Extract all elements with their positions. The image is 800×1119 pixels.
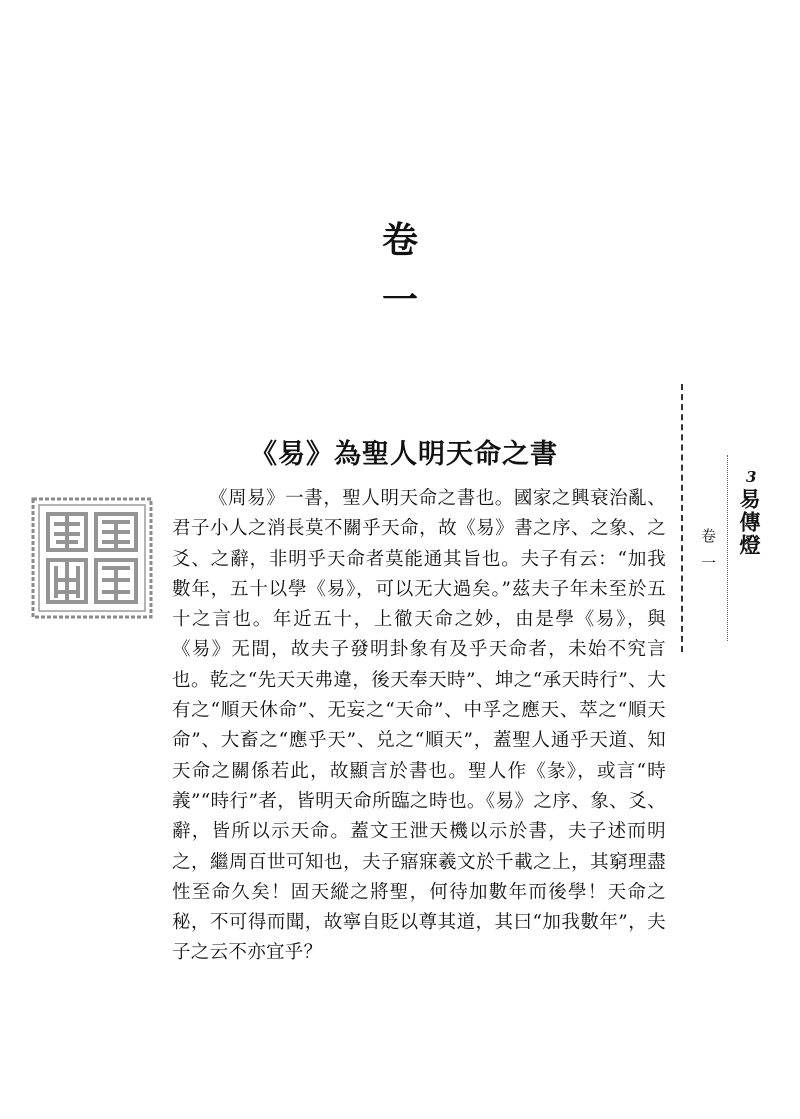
volume-title-char-1: 卷 — [381, 219, 418, 261]
library-seal-stamp — [30, 496, 154, 620]
body-paragraph: 《周易》一書，聖人明天命之書也。國家之興衰治亂、君子小人之消長莫不關乎天命，故《易》書之序、之象、之爻、之辭，非明乎天命者莫能通其旨也。夫子有云：“加我數年，五十以學《易》，可以无大過矣。”茲夫子年未至於五十之言也。年近五十，上徹天命之妙，由是學《易》，與《易》无間，故夫子發明卦象有及乎天命者，未始不究言也。乾之“先天天弗違，後天奉天時”、坤之“承天時行”、大有之“順天休命”、无妄之“天命”、中孚之應天、萃之“順天命”、大畜之“應乎天”、兑之“順天”，蓋聖人通乎天道、知天命之關係若此，故顯言於書也。聖人作《彖》，或言“時義”“時行”者，皆明天命所臨之時也。《易》之序、象、爻、辭，皆所以示天命。蓋文王泄天機以示於書，夫子述而明之，繼周百世可知也，夫子寤寐羲文於千載之上，其窮理盡性至命久矣！固天縱之將聖，何待加數年而後學！天命之秘，不可得而聞，故寧自貶以尊其道，其曰“加我數年”，夫子之云不亦宜乎？ — [172, 488, 666, 964]
margin-rule — [681, 384, 683, 652]
page-number: 3 — [746, 468, 757, 486]
volume-title-char-2: 一 — [381, 279, 418, 321]
seal-graphic — [30, 496, 154, 620]
running-volume-label: 卷一 — [699, 528, 717, 582]
section-heading: 《易》為聖人明天命之書 — [250, 439, 558, 470]
margin-dotted-rule — [727, 455, 728, 641]
running-book-title: 易傳燈 — [737, 488, 762, 557]
